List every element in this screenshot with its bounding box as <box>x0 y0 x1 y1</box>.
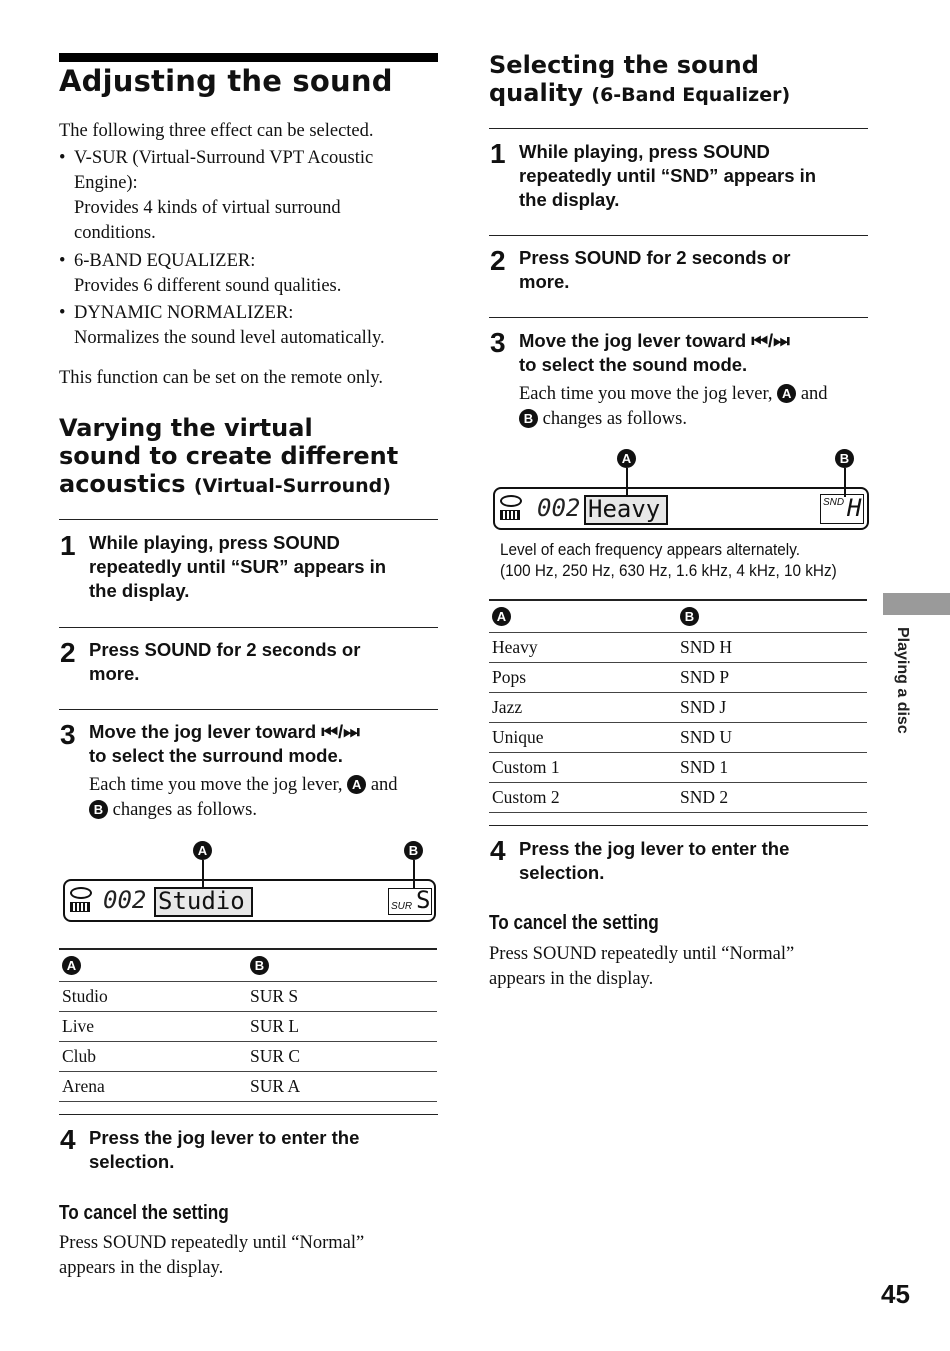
disc-icon <box>70 887 92 899</box>
remote-note: This function can be set on the remote only. <box>59 368 384 388</box>
table-row: Heavy SND H <box>489 633 867 663</box>
column-a-icon: A <box>492 607 511 626</box>
divider <box>489 235 868 236</box>
step-number: 2 <box>490 245 506 276</box>
marker-a-icon: A <box>617 449 636 468</box>
table-row: Arena SUR A <box>59 1072 437 1102</box>
page-title: Adjusting the sound <box>59 64 393 98</box>
marker-a-icon: A <box>347 775 366 794</box>
marker-a-icon: A <box>193 841 212 860</box>
page-number: 45 <box>881 1279 910 1309</box>
cancel-heading: To cancel the setting <box>489 912 659 934</box>
column-b-icon: B <box>680 607 699 626</box>
battery-icon <box>500 510 520 520</box>
list-item-term: V-SUR (Virtual-Surround VPT Acoustic <box>74 148 374 168</box>
lcd-track-number: 002 <box>537 494 581 522</box>
marker-b-icon: B <box>404 841 423 860</box>
divider <box>489 128 868 129</box>
step-number: 4 <box>490 835 506 866</box>
table-header <box>489 601 867 633</box>
step-text: Press SOUND for 2 seconds or more. <box>89 639 361 684</box>
step-body: Each time you move the jog lever, A and B changes as follows. <box>519 384 828 429</box>
divider <box>59 1114 438 1115</box>
disc-icon <box>500 495 522 507</box>
lcd-track-number: 002 <box>103 886 147 914</box>
lcd-display <box>493 487 869 530</box>
divider <box>59 627 438 628</box>
table-row: Pops SND P <box>489 663 867 693</box>
step-number: 3 <box>60 719 76 750</box>
step-text: Press the jog lever to enter the selection. <box>89 1127 360 1172</box>
column-b-icon: B <box>250 956 269 975</box>
table-row: Custom 1 SND 1 <box>489 753 867 783</box>
list-item-term: DYNAMIC NORMALIZER: <box>74 303 294 323</box>
list-item-desc: conditions. <box>74 223 156 243</box>
cancel-text: Press SOUND repeatedly until “Normal” appears in the display. <box>59 1233 365 1278</box>
step-number: 3 <box>490 327 506 358</box>
step-text: While playing, press SOUND repeatedly until “SUR” appears in the display. <box>89 532 387 601</box>
section-heading: Varying the virtual sound to create different acoustics (Virtual-Surround) <box>59 414 399 498</box>
lcd-display <box>63 879 436 922</box>
divider <box>489 317 868 318</box>
section-heading: Selecting the sound quality (6-Band Equalizer) <box>489 51 791 107</box>
divider <box>59 519 438 520</box>
step-text: While playing, press SOUND repeatedly until “SND” appears in the display. <box>519 141 817 210</box>
list-item-desc: Provides 6 different sound qualities. <box>74 276 342 296</box>
lcd-mode-box: Heavy <box>584 495 668 525</box>
lcd-tag-box: SND H <box>820 494 864 524</box>
surround-mode-table <box>59 950 437 1102</box>
marker-b-icon: B <box>89 800 108 819</box>
title-bar <box>59 53 438 62</box>
divider <box>59 709 438 710</box>
lcd-tag-box: SUR S <box>388 888 432 915</box>
table-row: Club SUR C <box>59 1042 437 1072</box>
divider <box>489 825 868 826</box>
step-text: Press the jog lever to enter the selection. <box>519 838 790 883</box>
lcd-mode-box: Studio <box>154 887 253 917</box>
step-number: 1 <box>60 530 76 561</box>
step-text: Press SOUND for 2 seconds or more. <box>519 247 791 292</box>
table-header <box>59 950 437 982</box>
table-row: Studio SUR S <box>59 982 437 1012</box>
marker-b-icon: B <box>519 409 538 428</box>
table-row: Custom 2 SND 2 <box>489 783 867 813</box>
step-number: 1 <box>490 138 506 169</box>
table-row: Live SUR L <box>59 1012 437 1042</box>
column-a-icon: A <box>62 956 81 975</box>
battery-icon <box>70 902 90 912</box>
cancel-text: Press SOUND repeatedly until “Normal” appears in the display. <box>489 944 795 989</box>
list-item-desc: Normalizes the sound level automatically. <box>74 328 385 348</box>
list-item-term: 6-BAND EQUALIZER: <box>74 251 256 271</box>
step-body: Each time you move the jog lever, A and B changes as follows. <box>89 775 398 820</box>
list-item-term: Engine): <box>74 173 138 193</box>
marker-a-icon: A <box>777 384 796 403</box>
list-item-desc: Provides 4 kinds of virtual surround <box>74 198 341 218</box>
effect-list: • V-SUR (Virtual-Surround VPT Acoustic Engine): Provides 4 kinds of virtual surround conditions. • 6-BAND EQUALIZER: Provides 6 different sound qualities. • DYNAMIC NORMALIZER: Normalizes the sound level automatically. <box>59 146 439 351</box>
table-row: Jazz SND J <box>489 693 867 723</box>
step-number: 4 <box>60 1124 76 1155</box>
marker-b-icon: B <box>835 449 854 468</box>
cancel-heading: To cancel the setting <box>59 1202 229 1224</box>
intro-text: The following three effect can be selected. <box>59 121 374 141</box>
step-text: Move the jog lever toward ⏮/⏭ to select the surround mode. <box>89 721 360 766</box>
sound-mode-table <box>489 601 867 813</box>
side-tab-bar <box>883 593 950 615</box>
step-text: Move the jog lever toward ⏮/⏭ to select the sound mode. <box>519 330 790 375</box>
step-number: 2 <box>60 637 76 668</box>
lcd-note: Level of each frequency appears alternately. (100 Hz, 250 Hz, 630 Hz, 1.6 kHz, 4 kHz, 10 kHz) <box>500 540 837 580</box>
side-tab-label: Playing a disc <box>894 627 911 734</box>
table-row: Unique SND U <box>489 723 867 753</box>
